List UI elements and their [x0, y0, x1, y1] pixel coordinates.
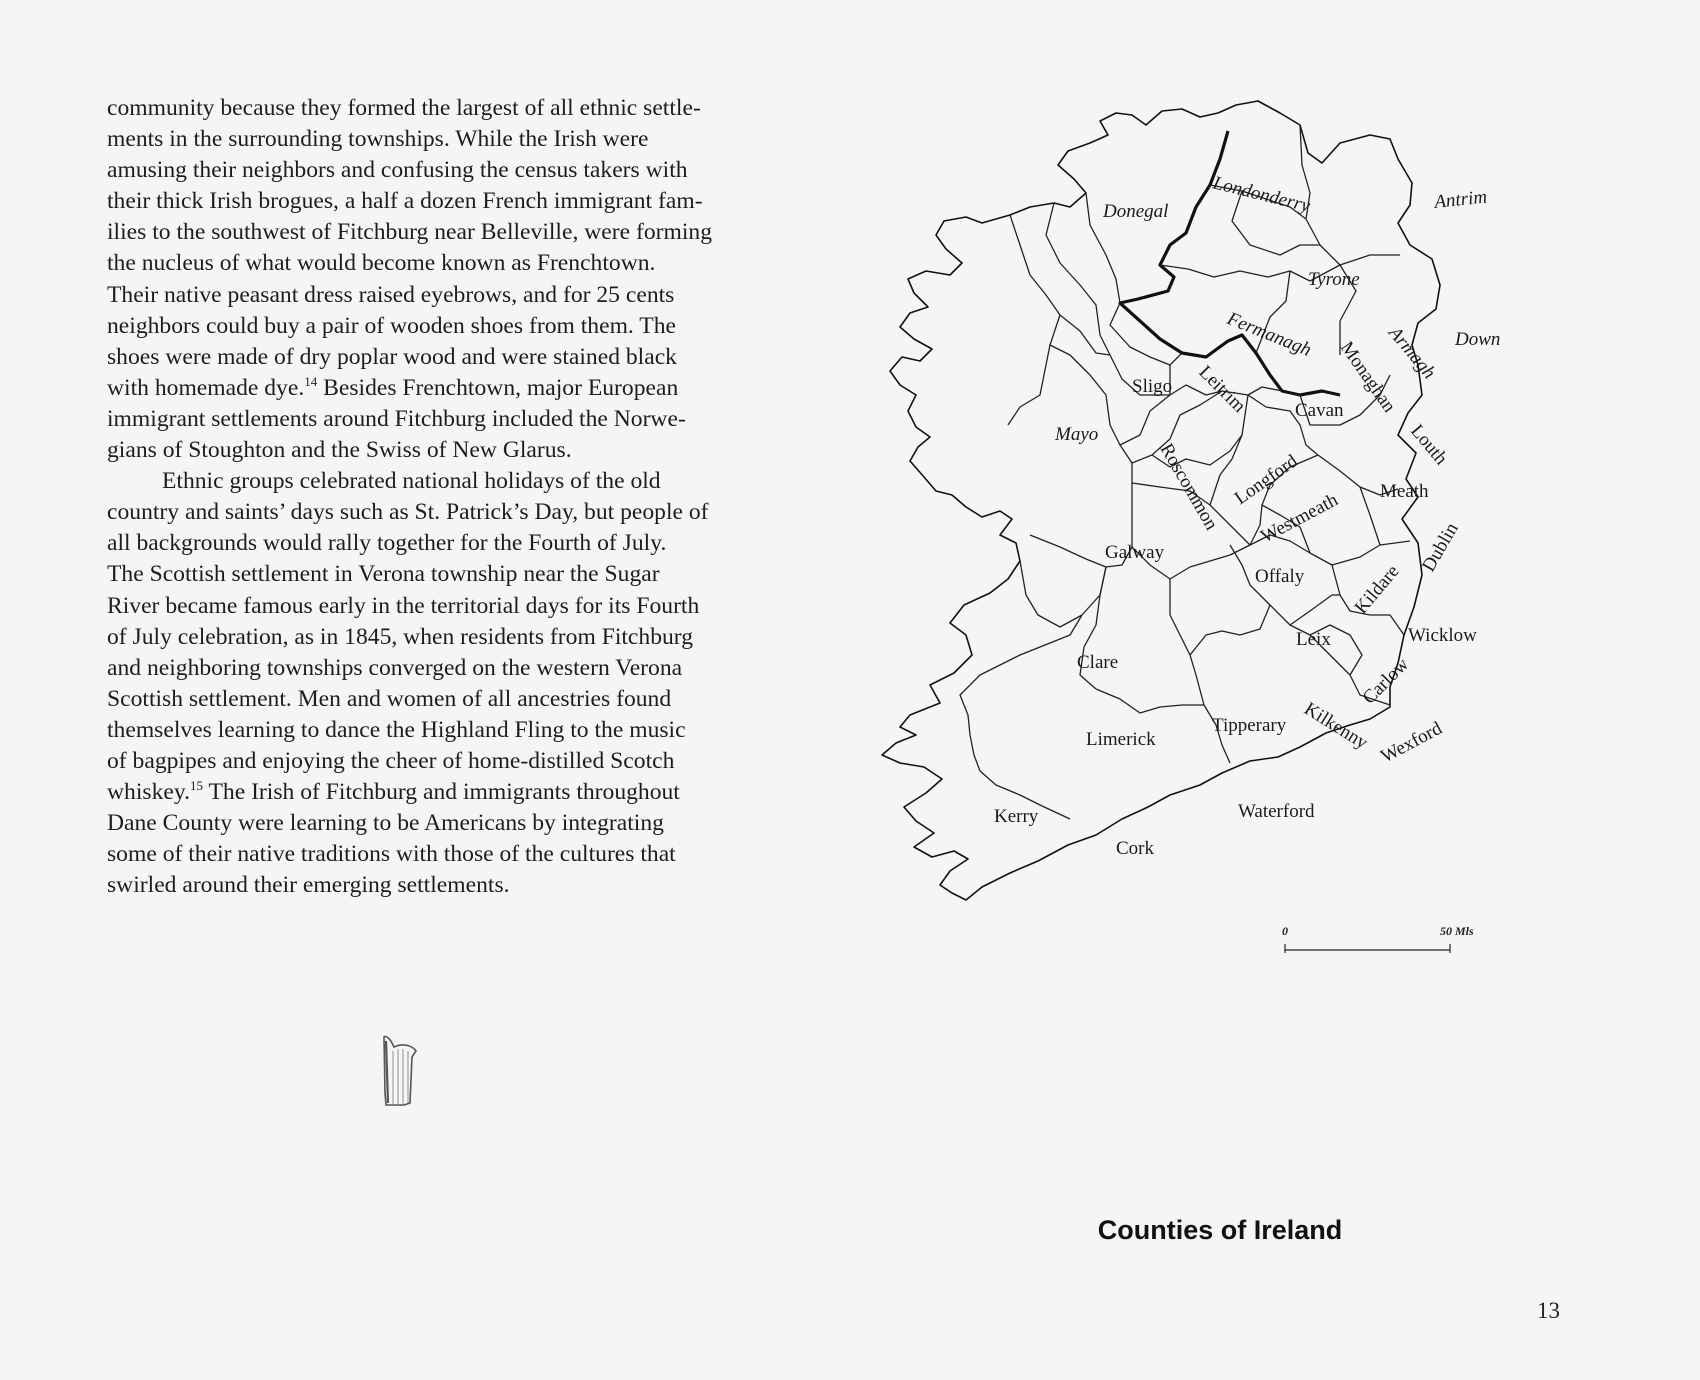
label-leitrim: Leitrim — [1194, 361, 1250, 417]
label-offaly: Offaly — [1255, 566, 1305, 587]
label-kerry: Kerry — [994, 806, 1039, 827]
label-waterford: Waterford — [1238, 801, 1315, 822]
label-clare: Clare — [1077, 652, 1119, 673]
label-leix: Leix — [1296, 629, 1331, 650]
label-louth: Louth — [1406, 420, 1452, 469]
label-galway: Galway — [1105, 542, 1165, 563]
label-down: Down — [1455, 329, 1501, 350]
text-line: country and saints’ days such as St. Patrick’s Day, but people of — [107, 499, 709, 526]
text-line: and neighboring townships converged on the western Verona — [107, 654, 683, 681]
label-dublin: Dublin — [1418, 519, 1463, 576]
text-line: community because they formed the largest of all ethnic settle- — [107, 95, 701, 121]
text-line: River became famous early in the territorial days for its Fourth — [107, 592, 700, 619]
label-londonderry: Londonderry — [1210, 172, 1313, 217]
text-line: ilies to the southwest of Fitchburg near Belleville, were forming — [107, 219, 713, 246]
text-line: the nucleus of what would become known as Frenchtown. — [107, 250, 656, 277]
text-line: Dane County were learning to be Americans by integrating — [107, 810, 664, 837]
text-line: immigrant settlements around Fitchburg included the Norwe- — [107, 405, 686, 432]
body-text — [107, 93, 807, 901]
text-line: of bagpipes and enjoying the cheer of home-distilled Scotch — [107, 747, 675, 774]
label-antrim: Antrim — [1433, 186, 1489, 213]
label-sligo: Sligo — [1132, 376, 1173, 397]
text-line: The Scottish settlement in Verona township near the Sugar — [107, 561, 660, 588]
text-line: Besides Frenchtown, major European — [317, 374, 679, 401]
text-line: gians of Stoughton and the Swiss of New Glarus. — [107, 437, 572, 464]
label-wexford: Wexford — [1377, 717, 1446, 768]
label-longford: Longford — [1230, 450, 1302, 510]
label-roscommon: Roscommon — [1155, 440, 1222, 534]
label-cork: Cork — [1116, 838, 1154, 859]
label-tipperary: Tipperary — [1212, 715, 1287, 736]
footnote-ref-14: 14 — [304, 373, 318, 389]
text-line: Their native peasant dress raised eyebrows, and for 25 cents — [107, 281, 675, 308]
label-armagh: Armagh — [1384, 322, 1440, 384]
label-monaghan: Monaghan — [1335, 337, 1400, 417]
paragraph-2 — [107, 466, 807, 901]
text-line: all backgrounds would rally together for the Fourth of July. — [107, 530, 667, 557]
text-line: with homemade dye. — [107, 374, 305, 401]
text-line: The Irish of Fitchburg and immigrants throughout — [203, 779, 680, 806]
figure-caption: Counties of Ireland — [1097, 1215, 1343, 1245]
label-westmeath: Westmeath — [1257, 489, 1342, 548]
map-scale-bar — [1282, 924, 1474, 953]
text-line: Ethnic groups celebrated national holidays of the old — [162, 468, 661, 495]
text-line: themselves learning to dance the Highland Fling to the music — [107, 716, 686, 743]
label-limerick: Limerick — [1086, 729, 1156, 750]
footnote-ref-15: 15 — [190, 778, 204, 794]
label-cavan: Cavan — [1295, 400, 1344, 421]
label-kildare: Kildare — [1350, 561, 1404, 619]
text-line: swirled around their emerging settlements. — [107, 872, 510, 899]
label-meath: Meath — [1380, 481, 1429, 502]
text-line: their thick Irish brogues, a half a dozen French immigrant fam- — [107, 188, 703, 215]
county-labels — [994, 172, 1500, 859]
label-carlow: Carlow — [1358, 654, 1414, 709]
label-kilkenny: Kilkenny — [1300, 698, 1372, 754]
paragraph-1 — [107, 93, 807, 466]
text-line: ments in the surrounding townships. While the Irish were — [107, 126, 649, 153]
label-fermanagh: Fermanagh — [1224, 308, 1315, 361]
label-tyrone: Tyrone — [1308, 269, 1360, 290]
text-line: neighbors could buy a pair of wooden shoes from them. The — [107, 312, 676, 339]
scale-max-label: 50 Mls — [1440, 924, 1474, 938]
label-donegal: Donegal — [1103, 201, 1169, 222]
text-line: shoes were made of dry poplar wood and were stained black — [107, 343, 677, 370]
ireland-map-svg — [870, 95, 1530, 1000]
text-line: whiskey. — [107, 779, 191, 806]
harp-icon — [380, 1033, 420, 1108]
text-line: some of their native traditions with those of the cultures that — [107, 841, 676, 868]
text-line: of July celebration, as in 1845, when residents from Fitchburg — [107, 623, 694, 650]
ireland-map — [870, 95, 1530, 1000]
label-wicklow: Wicklow — [1408, 625, 1477, 646]
text-line: amusing their neighbors and confusing the census takers with — [107, 157, 688, 184]
text-line: Scottish settlement. Men and women of all ancestries found — [107, 685, 672, 712]
label-mayo: Mayo — [1055, 424, 1099, 445]
page-number: 13 — [1537, 1298, 1560, 1323]
scale-zero-label: 0 — [1282, 924, 1288, 938]
